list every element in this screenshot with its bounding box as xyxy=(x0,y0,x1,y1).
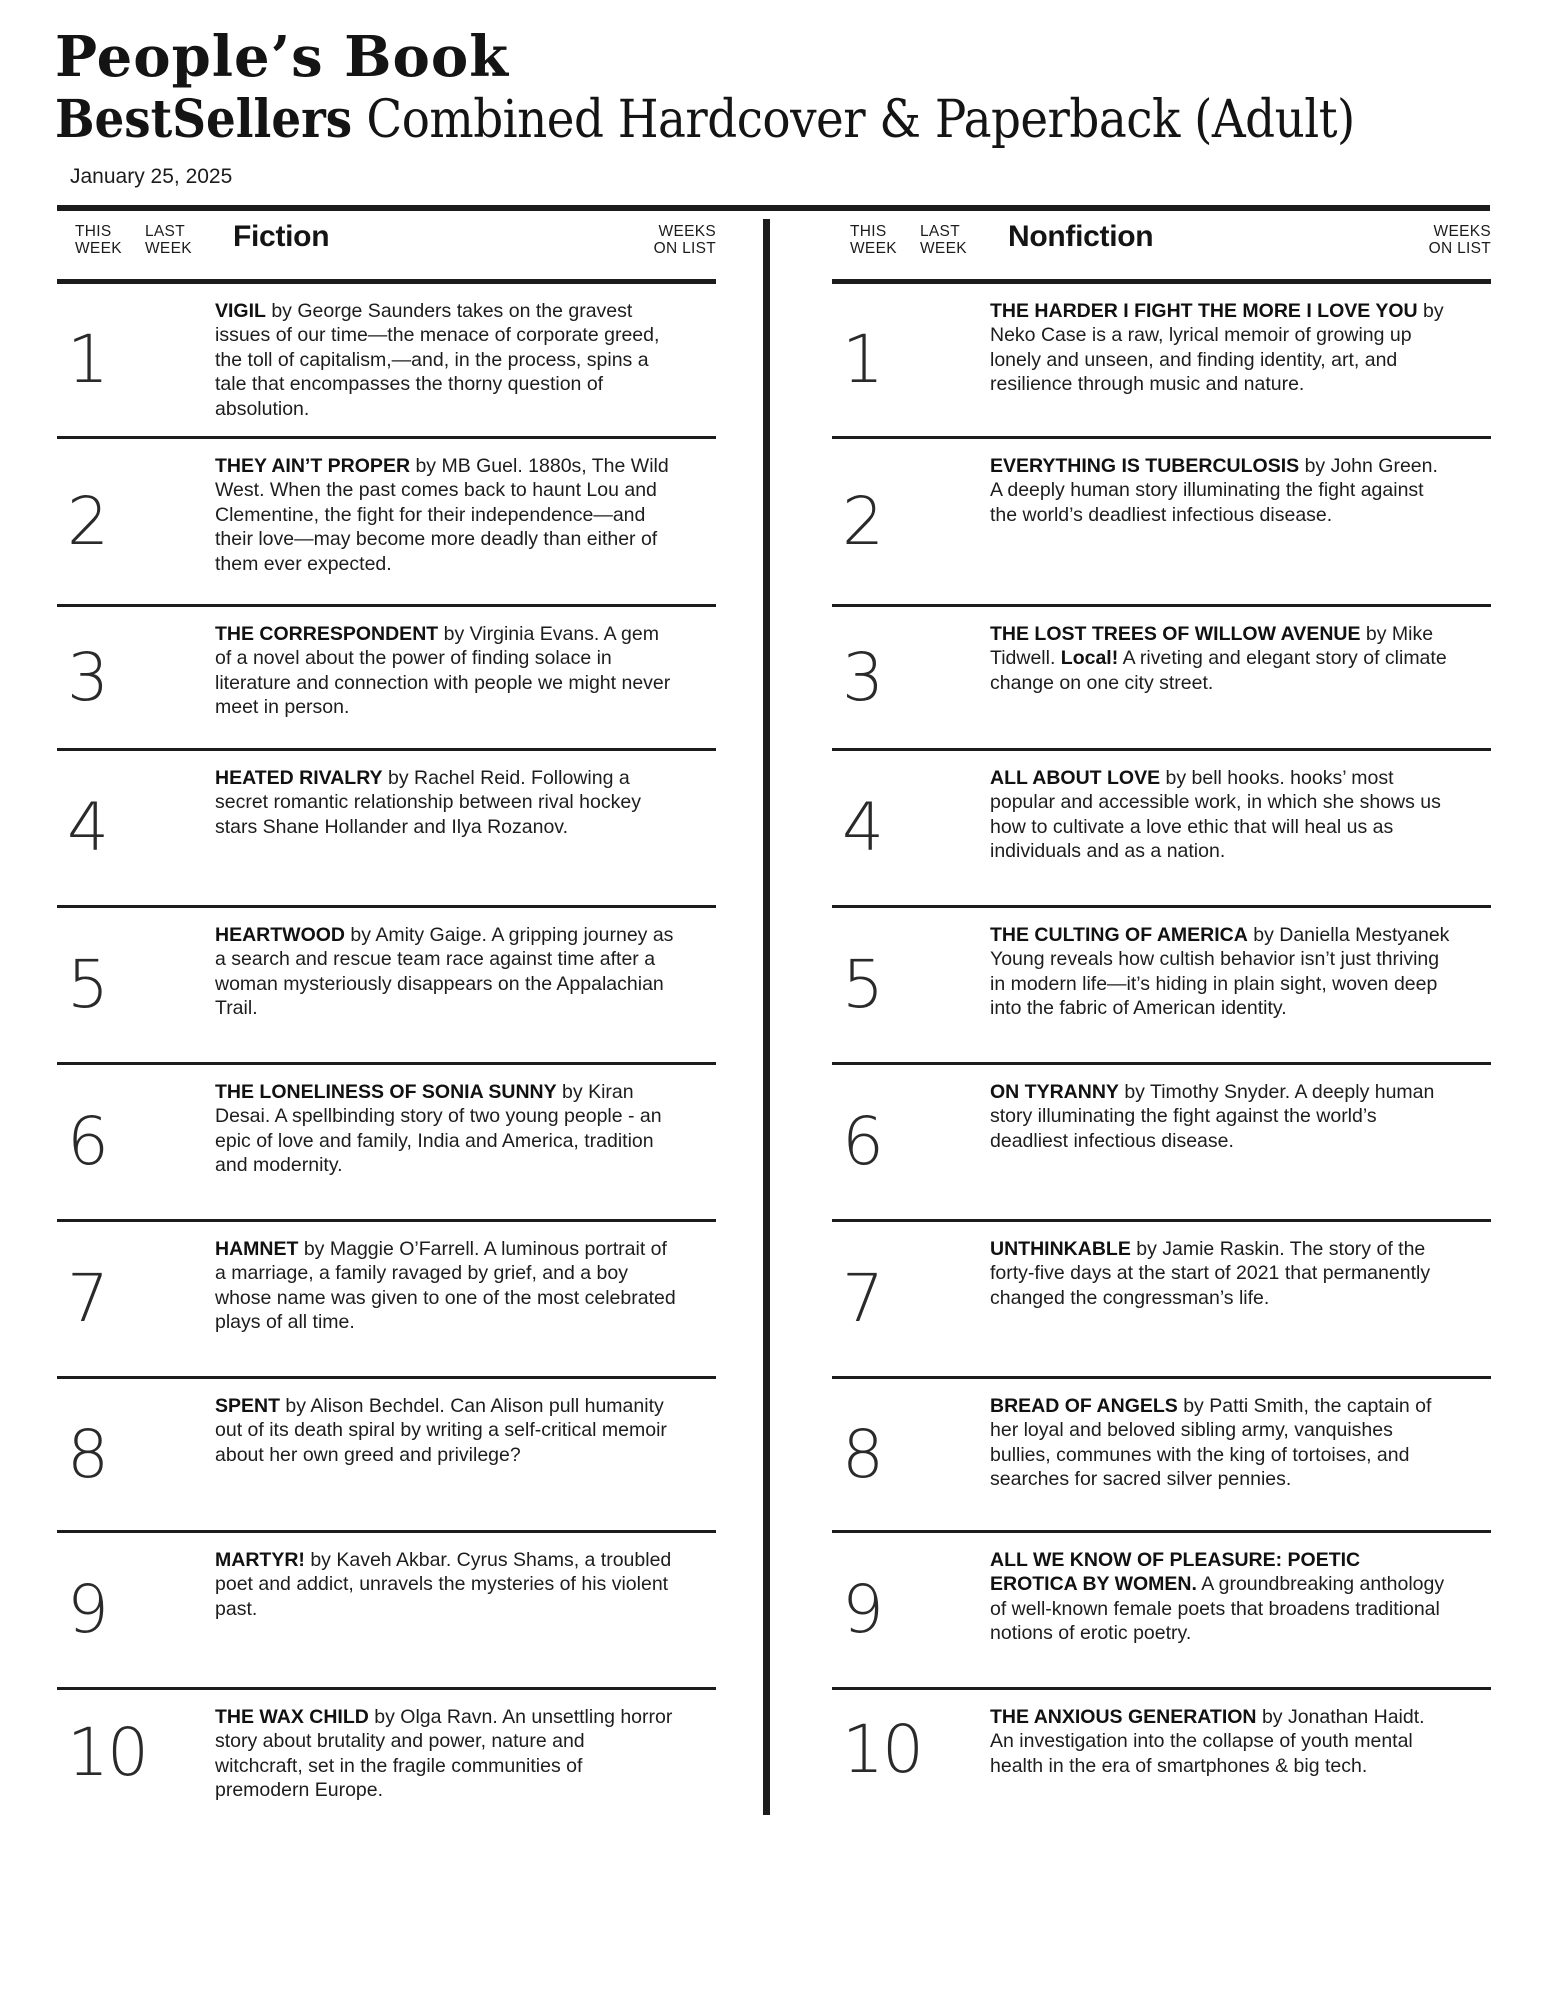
book-title: THE HARDER I FIGHT THE MORE I LOVE YOU xyxy=(990,299,1418,322)
rank-number: 5 xyxy=(842,946,882,1024)
description-text: by Patti Smith, the captain of her loyal and beloved sibling army, vanquishes bullies, communes with the king of tortoises, and searches for sacred silver pennies. xyxy=(990,1394,1432,1491)
weeks-on-list-label: WEEKS ON LIST xyxy=(653,222,716,257)
book-title: MARTYR! xyxy=(215,1548,305,1571)
rank-number: 3 xyxy=(67,638,107,716)
description-text: by Timothy Snyder. A deeply human story illuminating the fight against the world’s deadliest infectious disease. xyxy=(990,1080,1435,1152)
description-text: by Amity Gaige. A gripping journey as a search and rescue team race against time after a woman mysteriously disappears on the Appalachian Trail. xyxy=(215,923,674,1020)
rank-number: 9 xyxy=(842,1571,882,1649)
book-description xyxy=(215,439,716,604)
weeks-on-list-label: WEEKS ON LIST xyxy=(1428,222,1491,257)
rank-number: 4 xyxy=(842,789,882,867)
page-title-rest: Combined Hardcover & Paperback (Adult) xyxy=(352,89,1355,150)
book-description xyxy=(215,908,716,1062)
nonfiction-rows xyxy=(832,284,1491,1809)
list-item xyxy=(57,1219,716,1376)
book-description xyxy=(990,1690,1491,1809)
book-title: ALL ABOUT LOVE xyxy=(990,766,1161,789)
masthead xyxy=(0,0,1545,189)
week-column-labels xyxy=(850,223,1008,257)
list-item xyxy=(832,1062,1491,1219)
list-date: January 25, 2025 xyxy=(70,164,233,188)
list-item xyxy=(57,1376,716,1530)
list-item xyxy=(832,905,1491,1062)
book-title-bold-2: Local! xyxy=(1060,647,1119,670)
book-title: VIGIL xyxy=(215,299,266,322)
description-text: by bell hooks. hooks’ most popular and accessible work, in which she shows us how to cultivate a love ethic that will heal us as individuals and as a nation. xyxy=(990,766,1441,863)
description-text-2: A riveting and elegant story of climate change on one city street. xyxy=(990,647,1447,694)
book-title: THE WAX CHILD xyxy=(215,1705,369,1728)
description-text: by Neko Case is a raw, lyrical memoir of growing up lonely and unseen, and finding identity, art, and resilience through music and nature. xyxy=(990,299,1444,396)
description-text: by Olga Ravn. An unsettling horror story about brutality and power, nature and witchcraft, set in the fragile communities of premodern Europe. xyxy=(215,1705,673,1802)
book-title: ON TYRANNY xyxy=(990,1080,1119,1103)
fiction-rows xyxy=(57,284,716,1815)
description-text: by Maggie O’Farrell. A luminous portrait of a marriage, a family ravaged by grief, and a boy whose name was given to one of the most celebrated plays of all time. xyxy=(215,1237,676,1334)
book-title: SPENT xyxy=(215,1394,281,1417)
rank-number: 1 xyxy=(842,321,882,399)
list-item xyxy=(57,1687,716,1815)
rank-number: 6 xyxy=(842,1103,882,1181)
bestseller-lists xyxy=(57,211,1545,1815)
book-title: HAMNET xyxy=(215,1237,299,1260)
book-description xyxy=(215,284,716,436)
list-item xyxy=(832,1219,1491,1376)
book-description xyxy=(215,1222,716,1376)
last-week-label: LAST WEEK xyxy=(920,222,967,257)
book-title: THE LOST TREES OF WILLOW AVENUE xyxy=(990,622,1361,645)
description-text: by Alison Bechdel. Can Alison pull humanity out of its death spiral by writing a self-critical memoir about her own greed and privilege? xyxy=(215,1394,667,1466)
this-week-label: THIS WEEK xyxy=(850,222,897,257)
list-item xyxy=(832,1376,1491,1530)
book-title: THE ANXIOUS GENERATION xyxy=(990,1705,1257,1728)
book-description xyxy=(215,1533,716,1687)
book-description xyxy=(990,1533,1491,1687)
description-text: by Virginia Evans. A gem of a novel about the power of finding solace in literature and connection with people we might never meet in person. xyxy=(215,622,671,719)
list-item xyxy=(832,284,1491,436)
list-item xyxy=(832,436,1491,604)
description-text: by Kaveh Akbar. Cyrus Shams, a troubled poet and addict, unravels the mysteries of his violent past. xyxy=(215,1548,672,1620)
book-title: UNTHINKABLE xyxy=(990,1237,1131,1260)
list-item xyxy=(832,604,1491,748)
rank-number: 5 xyxy=(67,946,107,1024)
list-item xyxy=(832,1687,1491,1809)
nonfiction-column-header xyxy=(832,211,1491,279)
book-description xyxy=(990,908,1491,1062)
rank-number: 1 xyxy=(67,321,107,399)
this-week-label: THIS WEEK xyxy=(75,222,122,257)
list-item xyxy=(57,1530,716,1687)
rank-number: 8 xyxy=(67,1415,107,1493)
book-description xyxy=(990,1065,1491,1219)
description-text: by George Saunders takes on the gravest issues of our time—the menace of corporate greed, the toll of capitalism,—and, in the process, spins a tale that encompasses the thorny question of absolution. xyxy=(215,299,660,420)
description-text: by Kiran Desai. A spellbinding story of two young people - an epic of love and family, India and America, tradition and modernity. xyxy=(215,1080,662,1177)
book-description xyxy=(215,1690,716,1815)
rank-number: 2 xyxy=(67,482,107,560)
book-title: THE CORRESPONDENT xyxy=(215,622,439,645)
book-title: ALL WE KNOW OF PLEASURE: POETIC EROTICA BY WOMEN. xyxy=(990,1548,1361,1596)
description-text: by MB Guel. 1880s, The Wild West. When the past comes back to haunt Lou and Clementine, the fight for their independence—and their love—may become more deadly than either of them ever expected. xyxy=(215,454,669,575)
rank-number: 10 xyxy=(842,1710,922,1788)
book-title: BREAD OF ANGELS xyxy=(990,1394,1178,1417)
list-item xyxy=(57,284,716,436)
page-title xyxy=(55,88,1490,150)
list-item xyxy=(57,604,716,748)
week-column-labels xyxy=(75,223,233,257)
description-text: by John Green. A deeply human story illuminating the fight against the world’s deadliest infectious disease. xyxy=(990,454,1438,526)
book-title: THE LONELINESS OF SONIA SUNNY xyxy=(215,1080,557,1103)
fiction-column-header xyxy=(57,211,716,279)
list-item xyxy=(832,748,1491,905)
description-text: by Jonathan Haidt. An investigation into the collapse of youth mental health in the era of smartphones & big tech. xyxy=(990,1705,1425,1777)
description-text: by Mike Tidwell. xyxy=(990,622,1434,670)
list-item xyxy=(57,436,716,604)
rank-number: 6 xyxy=(67,1103,107,1181)
book-title: THEY AIN’T PROPER xyxy=(215,454,411,477)
book-title: HEARTWOOD xyxy=(215,923,345,946)
book-title: EVERYTHING IS TUBERCULOSIS xyxy=(990,454,1300,477)
book-description xyxy=(990,284,1491,436)
rank-number: 8 xyxy=(842,1415,882,1493)
book-description xyxy=(990,1222,1491,1376)
rank-number: 7 xyxy=(842,1260,882,1338)
page-title-bold: BestSellers xyxy=(55,88,353,150)
rank-number: 9 xyxy=(67,1571,107,1649)
description-text: by Daniella Mestyanek Young reveals how cultish behavior isn’t just thriving in modern life—it’s hiding in plain sight, woven deep into the fabric of American identity. xyxy=(990,923,1450,1020)
book-description xyxy=(990,751,1491,905)
category-title-fiction: Fiction xyxy=(233,219,330,253)
description-text: by Jamie Raskin. The story of the forty-five days at the start of 2021 that permanently changed the congressman’s life. xyxy=(990,1237,1431,1309)
category-title-nonfiction: Nonfiction xyxy=(1008,219,1154,253)
publication-logo: People’s Book xyxy=(55,24,509,90)
book-description xyxy=(990,607,1491,748)
column-divider-bar xyxy=(763,219,770,1815)
book-description xyxy=(990,1379,1491,1530)
nonfiction-column xyxy=(832,211,1491,1815)
book-description xyxy=(990,439,1491,604)
book-title: HEATED RIVALRY xyxy=(215,766,383,789)
rank-number: 2 xyxy=(842,482,882,560)
list-item xyxy=(57,905,716,1062)
book-description xyxy=(215,607,716,748)
rank-number: 10 xyxy=(67,1713,147,1791)
rank-number: 7 xyxy=(67,1260,107,1338)
fiction-column xyxy=(57,211,716,1815)
rank-number: 4 xyxy=(67,789,107,867)
book-description xyxy=(215,1065,716,1219)
description-text: A groundbreaking anthology of well-known female poets that broadens traditional notions of erotic poetry. xyxy=(990,1573,1445,1645)
rank-number: 3 xyxy=(842,638,882,716)
list-item xyxy=(57,1062,716,1219)
description-text: by Rachel Reid. Following a secret romantic relationship between rival hockey stars Shane Hollander and Ilya Rozanov. xyxy=(215,766,641,838)
list-item xyxy=(57,748,716,905)
last-week-label: LAST WEEK xyxy=(145,222,192,257)
list-item xyxy=(832,1530,1491,1687)
book-description xyxy=(215,751,716,905)
book-title: THE CULTING OF AMERICA xyxy=(990,923,1248,946)
book-description xyxy=(215,1379,716,1530)
